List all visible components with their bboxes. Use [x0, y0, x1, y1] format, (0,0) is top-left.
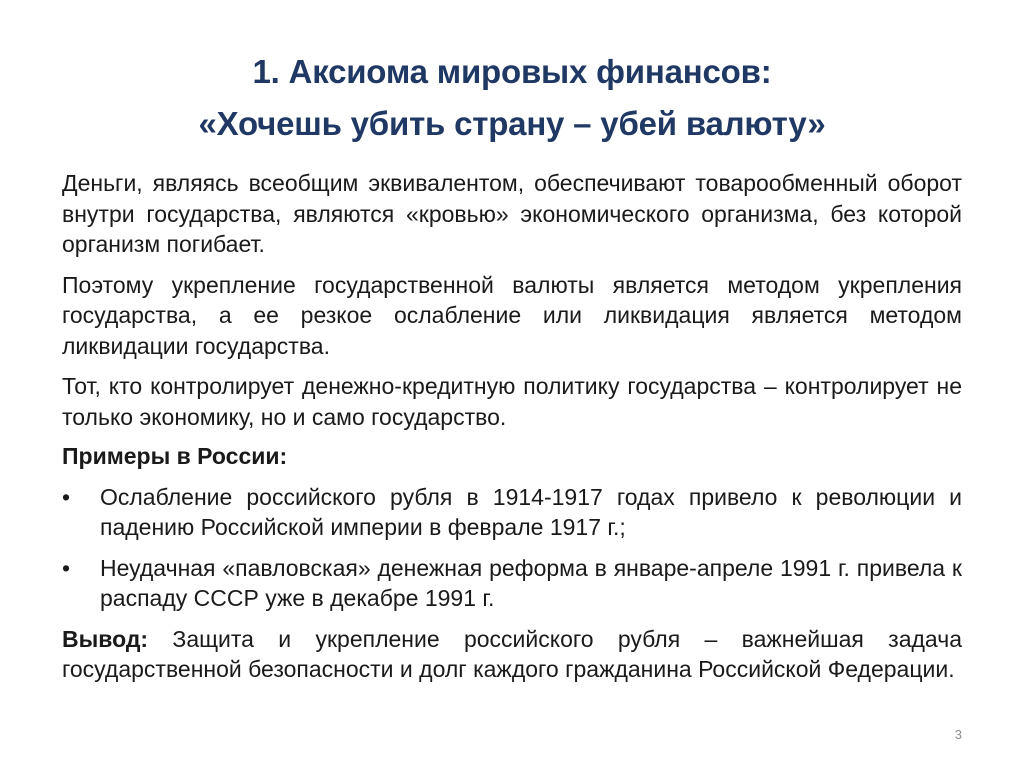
list-item-text: Неудачная «павловская» денежная реформа в январе-апреле 1991 г. привела к распаду СССР уже в декабре 1991 г. [100, 554, 962, 611]
list-item [62, 482, 962, 543]
list-item [62, 553, 962, 614]
examples-list [62, 482, 962, 614]
slide-title-line-1: 1. Аксиома мировых финансов: [252, 53, 772, 90]
paragraph-currency-strengthening: Поэтому укрепление государственной валюты является методом укрепления государства, а ее резкое ослабление или ликвидация является методом ликвидации государства. [62, 271, 962, 359]
slide-title-line-2: «Хочешь убить страну – убей валюту» [198, 105, 826, 142]
conclusion-text: Защита и укрепление российского рубля – важнейшая задача государственной безопасности и долг каждого гражданина Российской Федерации. [62, 625, 962, 682]
slide-body [62, 168, 962, 685]
list-item-text: Ослабление российского рубля в 1914-1917 годах привело к революции и падению Российской империи в феврале 1917 г.; [100, 483, 962, 540]
bullet-icon: • [62, 483, 71, 510]
conclusion-paragraph [62, 624, 962, 685]
conclusion-label: Вывод: [62, 625, 149, 652]
slide-title [60, 46, 964, 150]
examples-heading: Примеры в России: [62, 443, 288, 469]
paragraph-monetary-control: Тот, кто контролирует денежно-кредитную политику государства – контролирует не только экономику, но и само государство. [62, 373, 962, 430]
page-number: 3 [954, 727, 962, 742]
paragraph-money-definition: Деньги, являясь всеобщим эквивалентом, обеспечивают товарообменный оборот внутри государства, являются «кровью» экономического организма, без которой организм погибает. [62, 170, 962, 257]
bullet-icon: • [62, 554, 71, 581]
